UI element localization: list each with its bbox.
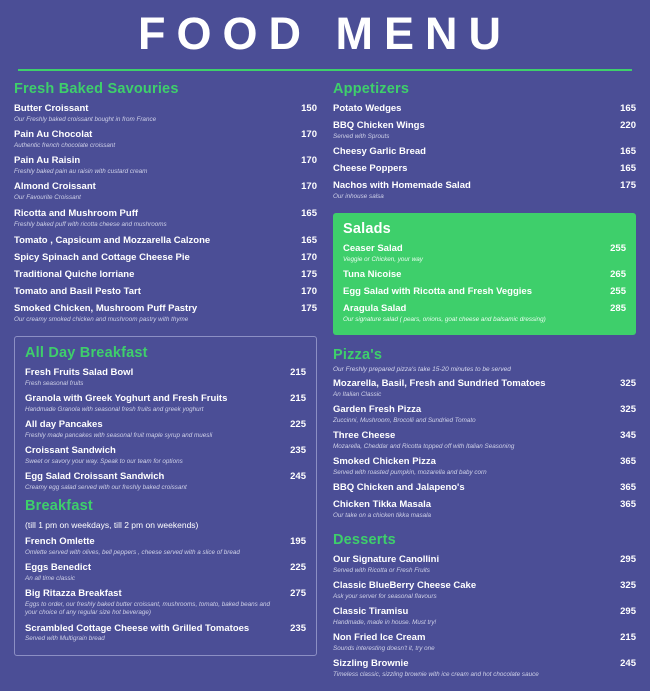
item-name: Chicken Tikka Masala	[333, 498, 432, 510]
item-price: 235	[290, 445, 306, 457]
item-price: 215	[290, 367, 306, 379]
item-price: 275	[290, 588, 306, 600]
section-fresh-baked-savouries	[14, 81, 317, 324]
item-name: Traditional Quiche lorriane	[14, 269, 135, 281]
item-price: 220	[620, 120, 636, 132]
item-name: Spicy Spinach and Cottage Cheese Pie	[14, 252, 190, 264]
item-name: Potato Wedges	[333, 103, 402, 115]
list-item	[14, 181, 317, 202]
item-desc: Sounds interesting doesn't it, try one	[333, 644, 435, 652]
item-price: 170	[301, 252, 317, 264]
item-desc: Served with Sprouts	[333, 133, 390, 140]
list-item	[343, 269, 626, 281]
list-item	[14, 155, 317, 176]
item-desc: Our creamy smoked chicken and mushroom pastry with thyme	[14, 315, 189, 323]
item-name: Classic BlueBerry Cheese Cake	[333, 579, 477, 591]
item-price: 265	[610, 269, 626, 281]
item-name: BBQ Chicken and Jalapeno's	[333, 482, 465, 493]
item-price: 225	[290, 419, 306, 431]
item-desc: Zuccinni, Mushroom, Brocolli and Sundried Tomato	[333, 416, 476, 424]
item-desc: Served with Ricotta or Fresh Fruits	[333, 566, 430, 574]
list-item	[25, 588, 306, 617]
list-item	[25, 445, 306, 466]
item-price: 195	[290, 536, 306, 548]
list-item	[14, 269, 317, 281]
section-title: Fresh Baked Savouries	[14, 81, 179, 98]
page-title: FOOD MENU	[138, 8, 512, 59]
item-desc: Freshly baked puff with ricotta cheese and mushrooms	[14, 221, 167, 229]
item-name: Mozarella, Basil, Fresh and Sundried Tomatoes	[333, 377, 546, 389]
item-name: Pain Au Raisin	[14, 155, 81, 167]
item-price: 175	[620, 179, 636, 191]
list-item	[333, 632, 636, 653]
item-price: 285	[610, 302, 626, 314]
item-name: Butter Croissant	[14, 103, 89, 115]
item-price: 225	[290, 562, 306, 574]
item-name: Eggs Benedict	[25, 562, 91, 574]
section-title: Desserts	[333, 531, 396, 548]
list-item	[25, 536, 306, 557]
item-price: 170	[301, 286, 317, 298]
list-item	[343, 303, 626, 324]
right-column	[333, 81, 636, 691]
item-desc: Our inhouse salsa	[333, 192, 384, 200]
section-title: Pizza's	[333, 346, 383, 363]
pizza-note: Our Freshly prepared pizza's take 15-20 minutes to be served	[333, 365, 511, 373]
menu-header	[14, 0, 636, 63]
breakfast-hours-note: (till 1 pm on weekdays, till 2 pm on weekends)	[25, 520, 199, 531]
item-desc: Ask your server for seasonal flavours	[333, 592, 437, 600]
item-name: Cheese Poppers	[333, 163, 408, 175]
item-desc: An Italian Classic	[333, 390, 382, 398]
list-item	[25, 471, 306, 492]
item-price: 215	[290, 393, 306, 405]
item-desc: Our take on a chicken tikka masala	[333, 511, 431, 519]
item-desc: Authentic french chocolate croissant	[14, 142, 116, 150]
list-item	[14, 252, 317, 264]
item-price: 295	[620, 606, 636, 618]
item-name: Egg Salad with Ricotta and Fresh Veggies	[343, 285, 532, 297]
item-name: Our Signature Canollini	[333, 553, 440, 565]
item-desc: Creamy egg salad served with our freshly baked croissant	[25, 484, 187, 492]
item-desc: Fresh seasonal fruits	[25, 379, 84, 387]
item-name: Non Fried Ice Cream	[333, 632, 426, 644]
item-desc: Served with roasted pumpkin, mozarella and baby corn	[333, 468, 487, 476]
item-price: 150	[301, 103, 317, 115]
section-all-day-breakfast	[14, 336, 317, 656]
item-desc: An all time classic	[25, 575, 76, 583]
item-price: 215	[620, 632, 636, 644]
list-item	[333, 456, 636, 477]
list-item	[333, 103, 636, 115]
item-price: 235	[290, 622, 306, 634]
section-title: All Day Breakfast	[25, 345, 148, 362]
section-pizzas	[333, 347, 636, 520]
menu-columns	[14, 81, 636, 691]
section-title: Appetizers	[333, 81, 410, 98]
item-price: 365	[620, 455, 636, 467]
item-name: Sizzling Brownie	[333, 658, 409, 670]
item-desc: Omlette served with olives, bell peppers , cheese served with a slice of bread	[25, 549, 240, 557]
item-price: 255	[610, 285, 626, 297]
item-desc: Veggie or Chicken, your way	[343, 255, 423, 263]
item-price: 175	[301, 302, 317, 314]
list-item	[333, 378, 636, 399]
item-desc: Our signature salad ( pears, onions, goat cheese and balsamic dressing)	[343, 315, 546, 323]
list-item	[14, 303, 317, 324]
section-appetizers	[333, 81, 636, 201]
item-name: Croissant Sandwich	[25, 445, 116, 457]
item-name: Classic Tiramisu	[333, 606, 409, 618]
item-price: 245	[620, 658, 636, 670]
list-item	[333, 430, 636, 451]
item-price: 325	[620, 579, 636, 591]
item-name: Three Cheese	[333, 429, 396, 441]
item-name: Pain Au Chocolat	[14, 129, 93, 141]
item-name: Ceaser Salad	[343, 242, 403, 254]
item-name: All day Pancakes	[25, 419, 103, 431]
list-item	[333, 482, 636, 494]
list-item	[25, 367, 306, 388]
item-name: Almond Croissant	[14, 181, 96, 193]
item-desc: Mozarella, Cheddar and Ricotta topped off with Italian Seasoning	[333, 442, 515, 450]
item-price: 365	[620, 498, 636, 510]
item-name: Big Ritazza Breakfast	[25, 588, 122, 600]
item-name: Ricotta and Mushroom Puff	[14, 208, 139, 220]
list-item	[333, 580, 636, 601]
item-desc: Timeless classic, sizzling brownie with ice cream and hot chocolate sauce	[333, 670, 539, 678]
list-item	[333, 499, 636, 520]
item-name: Garden Fresh Pizza	[333, 403, 422, 415]
list-item	[14, 103, 317, 124]
header-divider	[18, 69, 632, 71]
section-title: Salads	[343, 220, 391, 237]
item-name: Scrambled Cottage Cheese with Grilled Tomatoes	[25, 622, 250, 634]
item-price: 165	[620, 163, 636, 175]
list-item	[333, 146, 636, 158]
item-desc: Eggs to order, our freshly baked butter croissant, mushrooms, tomato, baked beans and your choice of any regular size hot beverage)	[25, 601, 271, 617]
item-name: Tomato and Basil Pesto Tart	[14, 286, 141, 298]
item-price: 345	[620, 429, 636, 441]
list-item	[333, 180, 636, 201]
item-price: 365	[620, 482, 636, 493]
list-item	[25, 393, 306, 414]
item-desc: Freshly made pancakes with seasonal fruit maple syrup and muesli	[25, 432, 213, 439]
item-price: 165	[620, 146, 636, 158]
item-price: 170	[301, 129, 317, 141]
item-desc: Our Freshly baked croissant bought in from France	[14, 116, 157, 124]
list-item	[333, 120, 636, 141]
list-item	[14, 129, 317, 150]
item-name: Fresh Fruits Salad Bowl	[25, 367, 134, 379]
section-title-breakfast: Breakfast	[25, 498, 93, 515]
item-price: 165	[620, 103, 636, 115]
list-item	[343, 243, 626, 264]
item-price: 170	[301, 181, 317, 193]
section-desserts	[333, 532, 636, 679]
item-price: 325	[620, 377, 636, 389]
item-desc: Our Favourite Croissant	[14, 194, 81, 202]
item-name: Smoked Chicken Pizza	[333, 455, 436, 467]
list-item	[333, 606, 636, 627]
item-name: French Omlette	[25, 536, 95, 548]
item-desc: Freshly baked pain au raisin with custard cream	[14, 168, 148, 176]
item-name: Aragula Salad	[343, 302, 407, 314]
item-name: Tomato , Capsicum and Mozzarella Calzone	[14, 235, 211, 247]
left-column	[14, 81, 317, 691]
section-salads	[333, 213, 636, 335]
item-name: BBQ Chicken Wings	[333, 120, 425, 132]
list-item	[25, 419, 306, 440]
item-desc: Handmade, made in house. Must try!	[333, 618, 437, 626]
list-item	[333, 404, 636, 425]
list-item	[14, 286, 317, 298]
item-price: 325	[620, 403, 636, 415]
item-price: 295	[620, 553, 636, 565]
list-item	[333, 163, 636, 175]
item-desc: Handmade Granola with seasonal fresh fruits and greek yoghurt	[25, 405, 204, 413]
item-price: 245	[290, 471, 306, 483]
list-item	[25, 562, 306, 583]
item-desc: Served with Multigrain bread	[25, 635, 105, 643]
list-item	[25, 623, 306, 644]
item-name: Egg Salad Croissant Sandwich	[25, 471, 165, 483]
item-price: 165	[301, 208, 317, 220]
list-item	[14, 235, 317, 247]
item-price: 170	[301, 155, 317, 167]
item-price: 165	[301, 235, 317, 247]
item-price: 255	[610, 242, 626, 254]
item-price: 175	[301, 269, 317, 281]
list-item	[14, 208, 317, 229]
item-name: Granola with Greek Yoghurt and Fresh Fruits	[25, 393, 228, 405]
item-name: Cheesy Garlic Bread	[333, 146, 426, 158]
list-item	[333, 554, 636, 575]
item-desc: Sweet or savory your way. Speak to our team for options	[25, 458, 183, 466]
list-item	[343, 286, 626, 298]
item-name: Nachos with Homemade Salad	[333, 179, 471, 191]
item-name: Tuna Nicoise	[343, 269, 402, 281]
list-item	[333, 658, 636, 679]
item-name: Smoked Chicken, Mushroom Puff Pastry	[14, 302, 198, 314]
